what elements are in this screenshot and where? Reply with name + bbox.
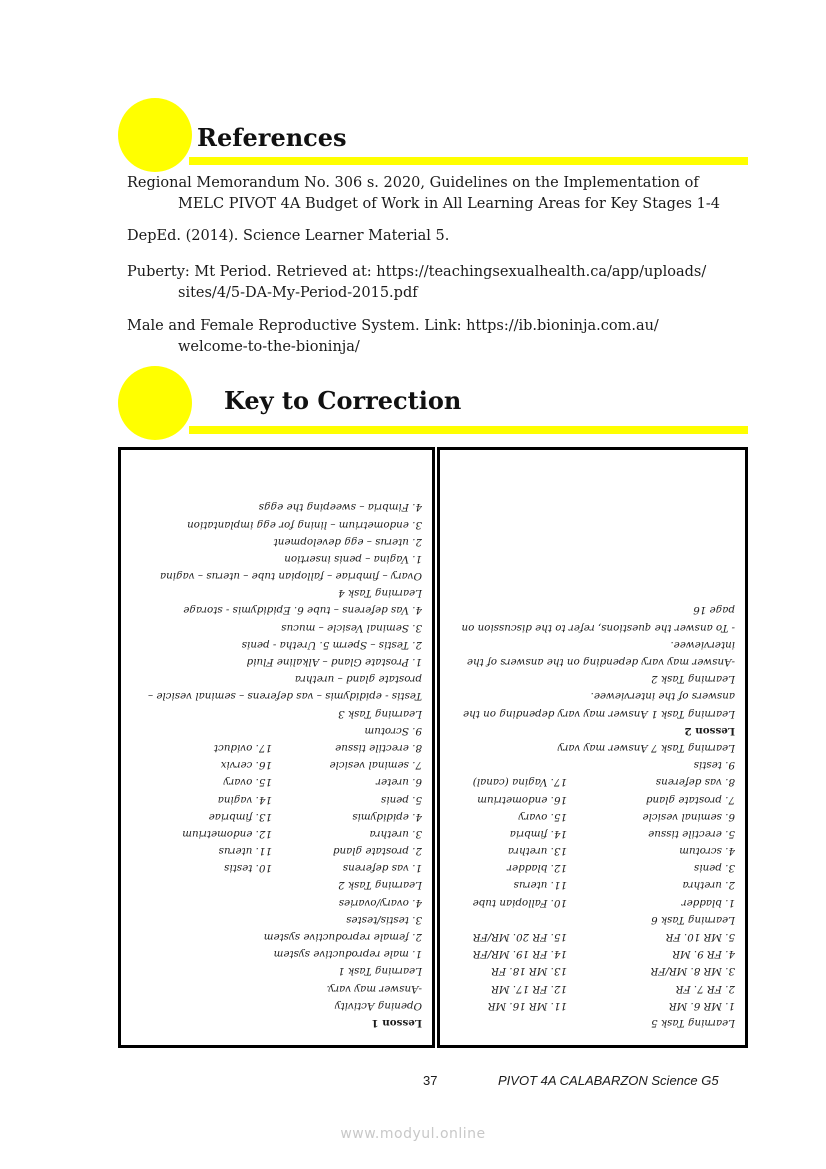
answer-line: Learning Task 5 — [651, 1017, 735, 1029]
answer-box-right — [437, 447, 748, 1048]
answer-col-a: 5. penis — [381, 793, 422, 806]
key-heading: Key to Correction — [224, 386, 462, 415]
answer-line: Lesson 1 — [371, 1017, 422, 1029]
answer-col-a: 8. erectile tissue — [335, 742, 422, 754]
reference-item-2 — [127, 226, 744, 247]
answer-col-b: 15. ovary — [223, 776, 272, 789]
answer-line: Opening Activity — [334, 999, 422, 1012]
reference-4-line-1: Male and Female Reproductive System. Link: https://ib.bioninja.com.au/ — [127, 318, 659, 334]
answer-line — [450, 842, 735, 859]
references-circle-decoration — [118, 98, 192, 172]
answer-line: 2. Testis – Sperm 5. Uretha - penis — [241, 638, 422, 651]
answer-col-a: 1. vas deferens — [342, 862, 422, 875]
answer-col-a: 4. FR 9. MR — [672, 948, 735, 961]
answer-line — [450, 859, 735, 876]
answer-col-b: 13. MR 18. FR — [491, 965, 567, 978]
reference-item-1 — [127, 173, 744, 215]
answer-line: 3. testis/testes — [346, 913, 422, 926]
answer-line: prostate gland – urethra — [294, 673, 422, 686]
reference-1-line-1: Regional Memorandum No. 306 s. 2020, Guidelines on the Implementation of — [127, 175, 699, 191]
answer-line: Testis - epididymis – vas deferens – seminal vesicle – — [147, 690, 422, 703]
answer-line: Lesson 2 — [684, 724, 735, 737]
answer-line: 4. ovary/ovaries — [338, 896, 422, 909]
answer-line — [131, 842, 422, 859]
answer-col-a: 2. urethra — [682, 879, 735, 892]
answer-line: Learning Task 1 Answer may vary depending on the — [462, 707, 735, 720]
answer-col-a: 5. erectile tissue — [648, 827, 735, 840]
answer-line: Learning Task 2 — [338, 879, 422, 892]
answer-line: 2. uterus – egg development — [273, 535, 422, 548]
answer-line — [131, 790, 422, 807]
footer-title: PIVOT 4A CALABARZON Science G5 — [498, 1073, 719, 1088]
answer-line — [450, 945, 735, 962]
answer-col-a: 7. prostate gland — [645, 793, 735, 806]
answer-line: -Answer may vary depending on the answers of the — [466, 656, 735, 669]
answer-col-b: 14. fimbria — [509, 827, 567, 840]
key-circle-decoration — [118, 366, 192, 440]
answer-col-b: 12. FR 17. MR — [491, 982, 567, 995]
answer-col-b: 10. Fallopian tube — [472, 896, 567, 909]
answer-line: 3. Seminal Vesicle – mucus — [281, 621, 422, 634]
answer-col-b: 15. FR 20. MR/FR — [472, 931, 567, 944]
answer-box-right-content — [450, 458, 735, 1031]
answer-col-b: 14. vagina — [217, 793, 272, 806]
answer-line — [450, 894, 735, 911]
answer-line — [450, 876, 735, 893]
answer-col-a: 2. FR 7. FR — [675, 982, 735, 995]
reference-2-line-1: DepEd. (2014). Science Learner Material 5. — [127, 228, 450, 244]
answer-line: Learning Task 3 — [338, 707, 422, 720]
answer-col-a: 3. urethra — [369, 827, 422, 840]
answer-line — [450, 962, 735, 979]
answer-col-b: 12. bladder — [507, 862, 567, 875]
answer-line: answers of the interviewee. — [590, 690, 735, 703]
reference-3-line-1: Puberty: Mt Period. Retrieved at: https://teachingsexualhealth.ca/app/uploads/ — [127, 264, 707, 280]
answer-col-a: 2. prostate gland — [332, 845, 422, 858]
watermark-text: www.modyul.online — [340, 1126, 486, 1142]
answer-line: Learning Task 2 — [651, 673, 735, 686]
reference-3-line-2: sites/4/5-DA-My-Period-2015.pdf — [178, 285, 418, 301]
answer-line: 1. male reproductive system — [273, 948, 422, 961]
answer-line — [450, 979, 735, 996]
answer-col-a: 1. MR 6. MR — [668, 999, 735, 1012]
answer-line: 3. endometrium – lining for egg implantation — [187, 518, 422, 531]
answer-line: -Answer may vary. — [326, 982, 422, 995]
answer-col-b: 14. FR 19. MR/FR — [472, 948, 567, 961]
answer-col-a: 7. seminal vesicle — [329, 759, 422, 772]
answer-line: page 16 — [693, 604, 735, 617]
answer-line: 4. Vas deferens – tube 6. Epididymis - storage — [183, 604, 422, 617]
answer-col-a: 6. ureter — [376, 776, 422, 789]
answer-col-b: 10. testis — [224, 862, 272, 875]
reference-4-line-2: welcome-to-the-bioninja/ — [178, 339, 360, 355]
answer-line — [131, 739, 422, 756]
answer-col-a: 3. MR 8. MR/FR — [650, 965, 735, 978]
answer-line: 1. Vagina – penis insertion — [284, 552, 422, 565]
answer-line: Learning Task 6 — [651, 913, 735, 926]
answer-line: interviewee. — [670, 638, 735, 651]
answer-col-a: 8. vas deferens — [655, 776, 735, 789]
answer-col-b: 16. endometrium — [477, 793, 567, 806]
answer-col-a: 1. bladder — [681, 896, 735, 909]
answer-line — [131, 756, 422, 773]
answer-col-b: 17. Vagina (canal) — [472, 776, 567, 789]
answer-col-b: 11. uterus — [513, 879, 567, 892]
answer-col-b: 11. uterus — [218, 845, 272, 858]
answer-line — [131, 825, 422, 842]
answer-line — [131, 859, 422, 876]
answer-line — [450, 790, 735, 807]
answer-col-a: 6. seminal vesicle — [642, 810, 735, 823]
reference-item-4 — [127, 316, 744, 358]
answer-line — [450, 773, 735, 790]
answer-line: Learning Task 4 — [338, 587, 422, 600]
key-underline-bar — [189, 426, 748, 434]
answer-col-a: 4. epididymis — [352, 810, 422, 823]
answer-line — [450, 825, 735, 842]
answer-line: Learning Task 7 Answer may vary — [557, 742, 735, 754]
answer-col-a: 5. MR 10. FR — [665, 931, 735, 944]
answer-line: 1. Prostate Gland – Alkaline Fluid — [246, 656, 422, 669]
answer-line: 9. testis — [693, 759, 735, 772]
answer-line: 2. female reproductive system — [263, 931, 422, 944]
answer-line — [131, 773, 422, 790]
answer-line: - To answer the questions, refer to the discussion on — [461, 621, 735, 634]
references-heading: References — [197, 123, 347, 152]
answer-line — [450, 928, 735, 945]
answer-col-b: 13. fimbriae — [208, 810, 272, 823]
answer-line: Ovary – fimbriae – fallopian tube – uterus – vagina — [159, 570, 422, 583]
reference-item-3 — [127, 262, 744, 304]
answer-col-b: 17. oviduct — [213, 742, 272, 754]
answer-col-a: 4. scrotum — [679, 845, 735, 858]
page-number: 37 — [423, 1073, 438, 1088]
answer-box-left-content — [131, 458, 422, 1031]
answer-line — [131, 808, 422, 825]
answer-line: Learning Task 1 — [338, 965, 422, 978]
answer-line — [450, 997, 735, 1014]
references-underline-bar — [189, 157, 748, 165]
answer-col-b: 12. endometrium — [182, 827, 272, 840]
answer-col-b: 16. cervix — [220, 759, 272, 772]
answer-col-b: 11. MR 16. MR — [487, 999, 567, 1012]
answer-line: 4. Fimbria – sweeping the eggs — [258, 501, 422, 514]
answer-line — [450, 808, 735, 825]
reference-1-line-2: MELC PIVOT 4A Budget of Work in All Learning Areas for Key Stages 1-4 — [178, 196, 720, 212]
answer-line: 9. Scrotum — [364, 724, 422, 737]
answer-col-a: 3. penis — [694, 862, 735, 875]
answer-col-b: 15. ovary — [518, 810, 567, 823]
answer-col-b: 13. urethra — [507, 845, 567, 858]
answer-box-left — [118, 447, 435, 1048]
